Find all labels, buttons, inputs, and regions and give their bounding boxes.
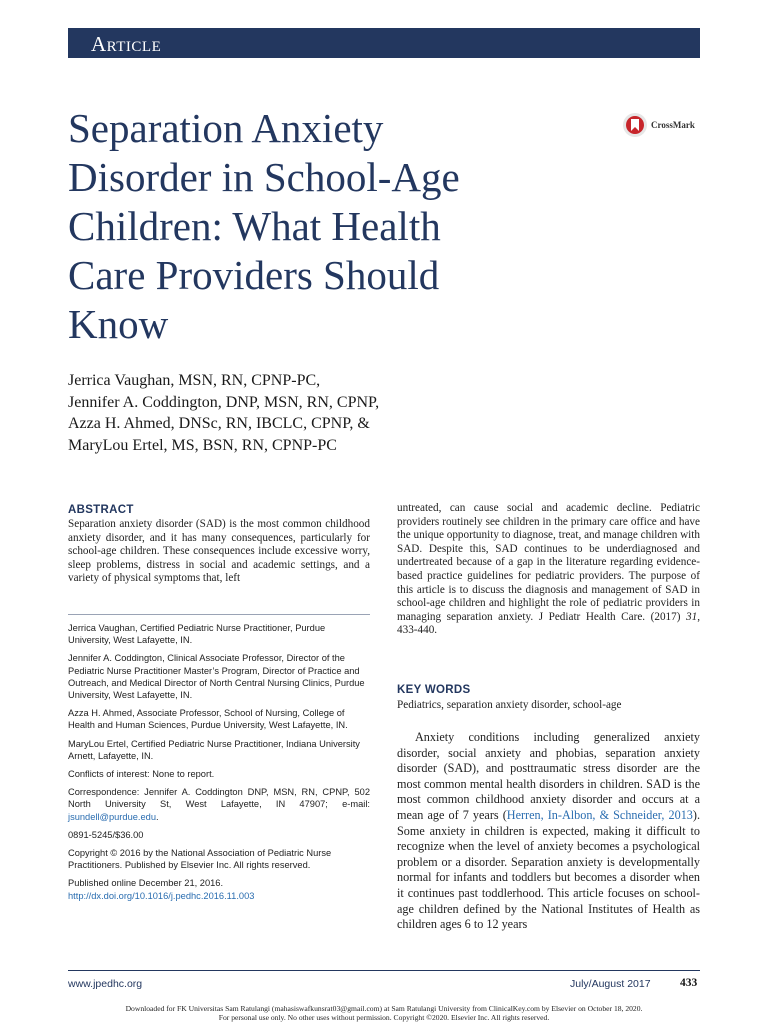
article-type-label: Article — [91, 32, 162, 56]
title-line: Separation Anxiety — [68, 105, 384, 151]
note-conflicts: Conflicts of interest: None to report. — [68, 769, 215, 780]
note-ertel: MaryLou Ertel, Certified Pediatric Nurse Practitioner, Indiana University Arnett, Lafayette, IN. — [68, 738, 360, 761]
doi-link[interactable]: http://dx.doi.org/10.1016/j.pedhc.2016.11.003 — [68, 890, 255, 901]
title-line: Care Providers Should — [68, 252, 440, 298]
abstract-continued-text — [397, 502, 700, 638]
title-line: Children: What Health — [68, 203, 441, 249]
download-notice — [0, 1004, 768, 1023]
citation-volume: 31 — [686, 610, 698, 623]
article-type-banner — [68, 28, 700, 58]
column-divider — [68, 614, 370, 615]
email-suffix: . — [156, 811, 159, 822]
citation-link[interactable]: Herren, In-Albon, & Schneider, 2013 — [506, 807, 693, 822]
issue-date: July/August 2017 — [570, 978, 651, 990]
footer-rule — [68, 970, 700, 971]
correspondence-text: Correspondence: Jennifer A. Coddington DNP, MSN, RN, CPNP, 502 North University St, West Lafayette, IN 47907; e-mail: — [68, 787, 370, 810]
published-date: Published online December 21, 2016. — [68, 878, 224, 889]
note-ahmed: Azza H. Ahmed, Associate Professor, School of Nursing, College of Health and Human Sciences, Purdue University, West Lafayette, IN. — [68, 708, 348, 731]
abstract-continued-main: untreated, can cause social and academic decline. Pediatric providers routinely see children in the primary care office and have the unique opportunity to diagnose, treat, and manage children with SAD. Despite this, SAD continues to be underdiagnosed and undertreated because of a gap in the literature regarding evidence-based practice guidelines for pediatric providers. The purpose of this article is to discuss the diagnosis and management of SAD in school-age children and highlight the role of pediatric providers in managing separation anxiety. J Pediatr Health Care. (2017) — [397, 502, 700, 623]
author-notes — [68, 622, 370, 908]
email-link[interactable]: jsundell@purdue.edu — [68, 811, 157, 822]
note-copyright: Copyright © 2016 by the National Association of Pediatric Nurse Practitioners. Published by Elsevier Inc. All rights reserved. — [68, 848, 332, 871]
abstract-heading: ABSTRACT — [68, 504, 134, 516]
note-correspondence — [68, 786, 370, 823]
abstract-text: Separation anxiety disorder (SAD) is the most common childhood anxiety disorder, and it has many consequences, particularly for school-age children. These consequences include excessive worry, sleep problems, distress in social and academic settings, and a variety of physical symptoms that, left — [68, 518, 370, 585]
author-line: Jennifer A. Coddington, DNP, MSN, RN, CPNP, — [68, 393, 380, 411]
body-text-part1: Anxiety conditions including generalized anxiety disorder, social anxiety and phobias, separation anxiety disorder (SAD), and posttraumatic stress disorder are the most common mental health disorders in children. SAD is the most common childhood anxiety disorder and occurs at a mean age of 7 years ( — [397, 730, 700, 822]
title-line: Know — [68, 301, 169, 347]
download-line-2: For personal use only. No other uses without permission. Copyright ©2020. Elsevier Inc. All rights reserved. — [218, 1013, 550, 1023]
note-issn: 0891-5245/$36.00 — [68, 829, 144, 840]
download-line-1: Downloaded for FK Universitas Sam Ratulangi (mahasiswafkunsrat03@gmail.com) at Sam Ratulangi University from ClinicalKey.com by Elsevier on October 18, 2020. — [125, 1004, 643, 1013]
body-paragraph — [397, 730, 700, 933]
note-publication — [68, 877, 370, 901]
author-line: MaryLou Ertel, MS, BSN, RN, CPNP-PC — [68, 436, 337, 454]
citation-pages: , 433-440. — [397, 610, 700, 637]
abstract-continued — [397, 502, 700, 638]
author-line: Azza H. Ahmed, DNSc, RN, IBCLC, CPNP, & — [68, 415, 370, 432]
journal-url[interactable]: www.jpedhc.org — [68, 978, 143, 990]
keywords-text: Pediatrics, separation anxiety disorder, school-age — [397, 699, 622, 711]
keywords-heading: KEY WORDS — [397, 684, 471, 696]
page-number: 433 — [680, 977, 698, 989]
author-line: Jerrica Vaughan, MSN, RN, CPNP-PC, — [68, 372, 321, 389]
body-text-part2: ). Some anxiety in children is expected, making it difficult to recognize when the level of anxiety becomes a psychological problem or a disorder. Separation anxiety is developmentally normal for infants and toddlers but becomes a disorder when it continues past toddlerhood. This article focuses on school-age children defined by the National Institutes of Health as children ages 6 to 12 years — [397, 807, 701, 932]
crossmark-badge[interactable] — [622, 112, 695, 138]
author-list — [68, 370, 488, 456]
note-vaughan: Jerrica Vaughan, Certified Pediatric Nurse Practitioner, Purdue University, West Lafayette, IN. — [68, 623, 326, 646]
crossmark-icon — [622, 112, 648, 138]
title-line: Disorder in School-Age — [68, 154, 460, 200]
crossmark-label: CrossMark — [651, 120, 695, 130]
note-coddington: Jennifer A. Coddington, Clinical Associate Professor, Director of the Pediatric Nurse Practitioner Master’s Program, Director of Practice and Outreach, and Medical Director of North Central Nursing Clinics, Purdue University, West Lafayette, IN. — [68, 653, 365, 701]
article-title — [68, 104, 588, 349]
